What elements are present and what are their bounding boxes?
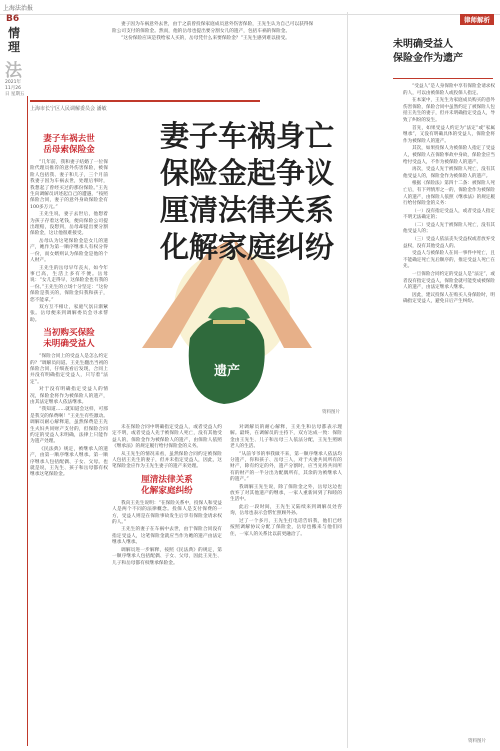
lead-paragraph: 妻子因为车祸意外去世，由于之前曾投保家庭成员意外伤害保险，王先生认为自己可以获得保险公司支付的保险金。然而，他的岳母也提出要分割女儿的遗产，包括车祸的保险金。 bbox=[112, 22, 314, 34]
body-paragraph: 王先生的妻子在车祸中去世，由于保险合同没有指定受益人，这笔保险金就应当作为她的遗产由法定继承人继承。 bbox=[112, 527, 222, 546]
right-column bbox=[403, 84, 495, 307]
headline-line: 保险金起争议 bbox=[160, 156, 335, 190]
side-rule bbox=[27, 96, 28, 746]
body-paragraph: “受益人”是人身保险中享有保险金请求权的人，可以由被保险人或投保人指定。 bbox=[403, 84, 495, 96]
body-paragraph: 调解员进一步解释，按照《民法典》的规定，第一顺序继承人包括配偶、子女、父母，因此王先生、儿子和岳母都有权继承保险金。 bbox=[112, 547, 222, 566]
body-paragraph: 王先生的岳母早年丧夫，如今年事已高，生活上多有不便。岳母说：“女儿走得早，这保险金也有我的一份。”王先生的立场十分坚定：“这份保险是我买的，保险金归我和孩子，您不能拿。” bbox=[30, 265, 108, 303]
section-big-char: 法 bbox=[5, 61, 22, 81]
body-paragraph: （三）受益人依法丧失受益权或者放弃受益权，没有其他受益人的。 bbox=[403, 237, 495, 249]
body-paragraph: 此后一段时间，王先生又陆续来到调解员处咨询，岳母也表示会帮忙照顾外孙。 bbox=[230, 504, 342, 517]
left-column bbox=[30, 130, 108, 480]
middle-column-2 bbox=[230, 425, 342, 539]
body-paragraph: 双方互不相让，家庭气氛日渐紧张。岳母便来到调解委员会寻求帮助。 bbox=[30, 304, 108, 323]
subhead: 妻子车祸去世 岳母索保险金 bbox=[43, 134, 95, 155]
body-paragraph: “从前爷爷的事我做不来，第一顺序继承人依法均分遗产，你和孩子、岳母三人，对于夫妻共同所有的财产，除有约定的外，遗产分割时，应当先将共同所有的财产的一半分出为配偶所有，其余的为被继承人的遗产。” bbox=[230, 451, 342, 483]
lead-block bbox=[112, 22, 317, 42]
body-paragraph: 首先，如果受益人约定为“法定”或“家属继承”，又没有明确具体的受益人，保险金将作为被保险人的遗产。 bbox=[403, 125, 495, 144]
masthead: 上海法治报 bbox=[3, 5, 34, 12]
byline: 上海市长宁区人民调解委员会 潘敏 bbox=[30, 100, 260, 112]
body-paragraph: 根据《保险法》第四十二条：被保险人死亡后，有下列情形之一的，保险金作为被保险人的遗产，由保险人依照《继承法》的规定履行给付保险金的义务： bbox=[403, 181, 495, 207]
headline-line: 化解家庭纠纷 bbox=[160, 230, 335, 264]
body-paragraph: 我向王先生说明：“在保险关系中，投保人和受益人是两个不同的法律概念。投保人是支付保费的一方，受益人则是在保险事故发生后享有保险金请求权的人。” bbox=[112, 500, 222, 526]
body-paragraph: 我调解王先生说，除了保险金之外，岳母这边也放弃了对其他遗产的继承，一家人重新回到了和睦的生活中。 bbox=[230, 484, 342, 503]
money-bag-icon bbox=[189, 316, 265, 404]
body-paragraph: 受益人与被保险人在同一事件中死亡，且不能确定死亡先后顺序的，推定受益人死亡在先。 bbox=[403, 251, 495, 270]
subhead: 厘清法律关系 化解家庭纠纷 bbox=[141, 474, 193, 496]
body-paragraph: 未在保险合同中明确指定受益人，或者受益人约定不明，或者受益人先于被保险人死亡，没有其他受益人的，保险金作为被保险人的遗产，由保险人依照《继承法》的规定履行给付保险金的义务。 bbox=[112, 425, 222, 450]
body-paragraph: 一旦保险合同约定的受益人是“法定”，或者没有指定受益人，保险金就可能变成被保险人的遗产，由法定继承人继承。 bbox=[403, 272, 495, 291]
body-paragraph: 王先生说，妻子去世后，他想着为孩子存着这笔钱，便向保险公司提出理赔，没想到，岳母却提出要分割保险金，这让他很难接受。 bbox=[30, 212, 108, 237]
section-label-vertical: 情理 bbox=[8, 26, 21, 54]
body-paragraph: 再次，受益人先于被保险人死亡，没有其他受益人的，保险金作为被保险人的遗产。 bbox=[403, 167, 495, 179]
body-paragraph: 在本案中，王先生为家庭成员购买的意外伤害保险，保险合同中虽然约定了被保险人包括王先生的妻子，但并未明确指定受益人，导致了纠纷的发生。 bbox=[403, 98, 495, 123]
middle-column bbox=[112, 425, 222, 568]
issue-info: 2021年11月26日 星期五 bbox=[5, 80, 25, 97]
bottom-credit: 资料图片 bbox=[468, 739, 486, 744]
body-paragraph: 从王先生的情况来看，虽然保险合同约定被保险人包括王先生的妻子，但并未指定受益人，因此，这笔保险金应作为王先生妻子的遗产来处理。 bbox=[112, 451, 222, 470]
title-rule bbox=[393, 78, 493, 79]
body-paragraph: “我知道……就知道会这样，可那是我交的保费啊！”王先生有些激动。调解员耐心解释道，虽然保费是王先生夫妇共同财产支付的，但保险合同约定的受益人未明确，法律上只能作为遗产处理。 bbox=[30, 407, 108, 445]
right-title: 未明确受益人 保险金作为遗产 bbox=[393, 39, 463, 64]
headline-line: 厘清法律关系 bbox=[160, 193, 335, 227]
body-paragraph: 对于没有明确指定受益人的情况，保险金将作为被保险人的遗产，由其法定继承人依法继承。 bbox=[30, 387, 108, 405]
body-paragraph: “保险合同上的受益人是怎么约定的？”调解员问道。王先生翻出当初的保险合同，仔细查看后发现，合同上并没有明确指定受益人，只写着“法定”。 bbox=[30, 354, 108, 385]
body-paragraph: 其次，如果投保人为被保险人指定了受益人，被保险人在保险事故中身故，保险金应当给付受益人，不作为被保险人的遗产。 bbox=[403, 146, 495, 165]
page-number: B6 bbox=[6, 14, 20, 24]
body-paragraph: 因此，建议投保人在购买人身保险时，明确指定受益人，避免日后产生纠纷。 bbox=[403, 292, 495, 305]
body-paragraph: “几年前，我和妻子结婚了一位保险代理员推荐的意外伤害保险，被保险人包括我、妻子和儿子，三个月前我妻子因为车祸去世，处理后事时，我想起了曾经买过的那份保险。”王先生向调解员讲述起自己的遭遇，“按照保险合同，妻子的意外身故保险金有100多万元。” bbox=[30, 160, 108, 210]
body-paragraph: 过了一个多月，王先生打电话告诉我，他们已经按照调解协议分配了保险金，岳母也搬来与他们同住，一家人的关系比以前更融洽了。 bbox=[230, 518, 342, 537]
section-tag: 律师解析 bbox=[460, 14, 494, 25]
lead-paragraph: “这份保险应该是我给家人买的，岳母凭什么来要保险金？”王先生感到难以接受。 bbox=[121, 35, 290, 41]
body-paragraph: （二）受益人先于被保险人死亡，没有其他受益人的； bbox=[403, 222, 495, 235]
body-paragraph: 岳母认为这笔保险金是女儿的遗产，她作为第一顺序继承人有权分得一份，而女婿则认为保险金是他的个人财产。 bbox=[30, 238, 108, 264]
bag-label: 遗产 bbox=[213, 364, 241, 379]
body-paragraph: 对调解员的耐心解释，王先生和岳母都表示理解。最终，在调解员的主持下，双方达成一致：保险金由王先生、儿子和岳母三人依法分配，王先生照顾老人的生活。 bbox=[230, 425, 342, 450]
subhead: 当初购买保险 未明确受益人 bbox=[43, 328, 95, 350]
body-paragraph: 《民法典》规定，被继承人的遗产，由第一顺序继承人继承。第一顺序继承人包括配偶、子女、父母。也就是说，王先生、孩子和岳母都有权继承这笔保险金。 bbox=[30, 446, 108, 478]
column-divider bbox=[347, 12, 348, 748]
body-paragraph: （一）没有指定受益人，或者受益人指定不明无法确定的； bbox=[403, 208, 495, 221]
right-section-header bbox=[352, 14, 498, 26]
top-bar bbox=[0, 0, 500, 15]
headline bbox=[160, 118, 342, 266]
headline-line: 妻子车祸身亡 bbox=[160, 119, 335, 153]
hero-credit: 资料图片 bbox=[322, 410, 340, 415]
